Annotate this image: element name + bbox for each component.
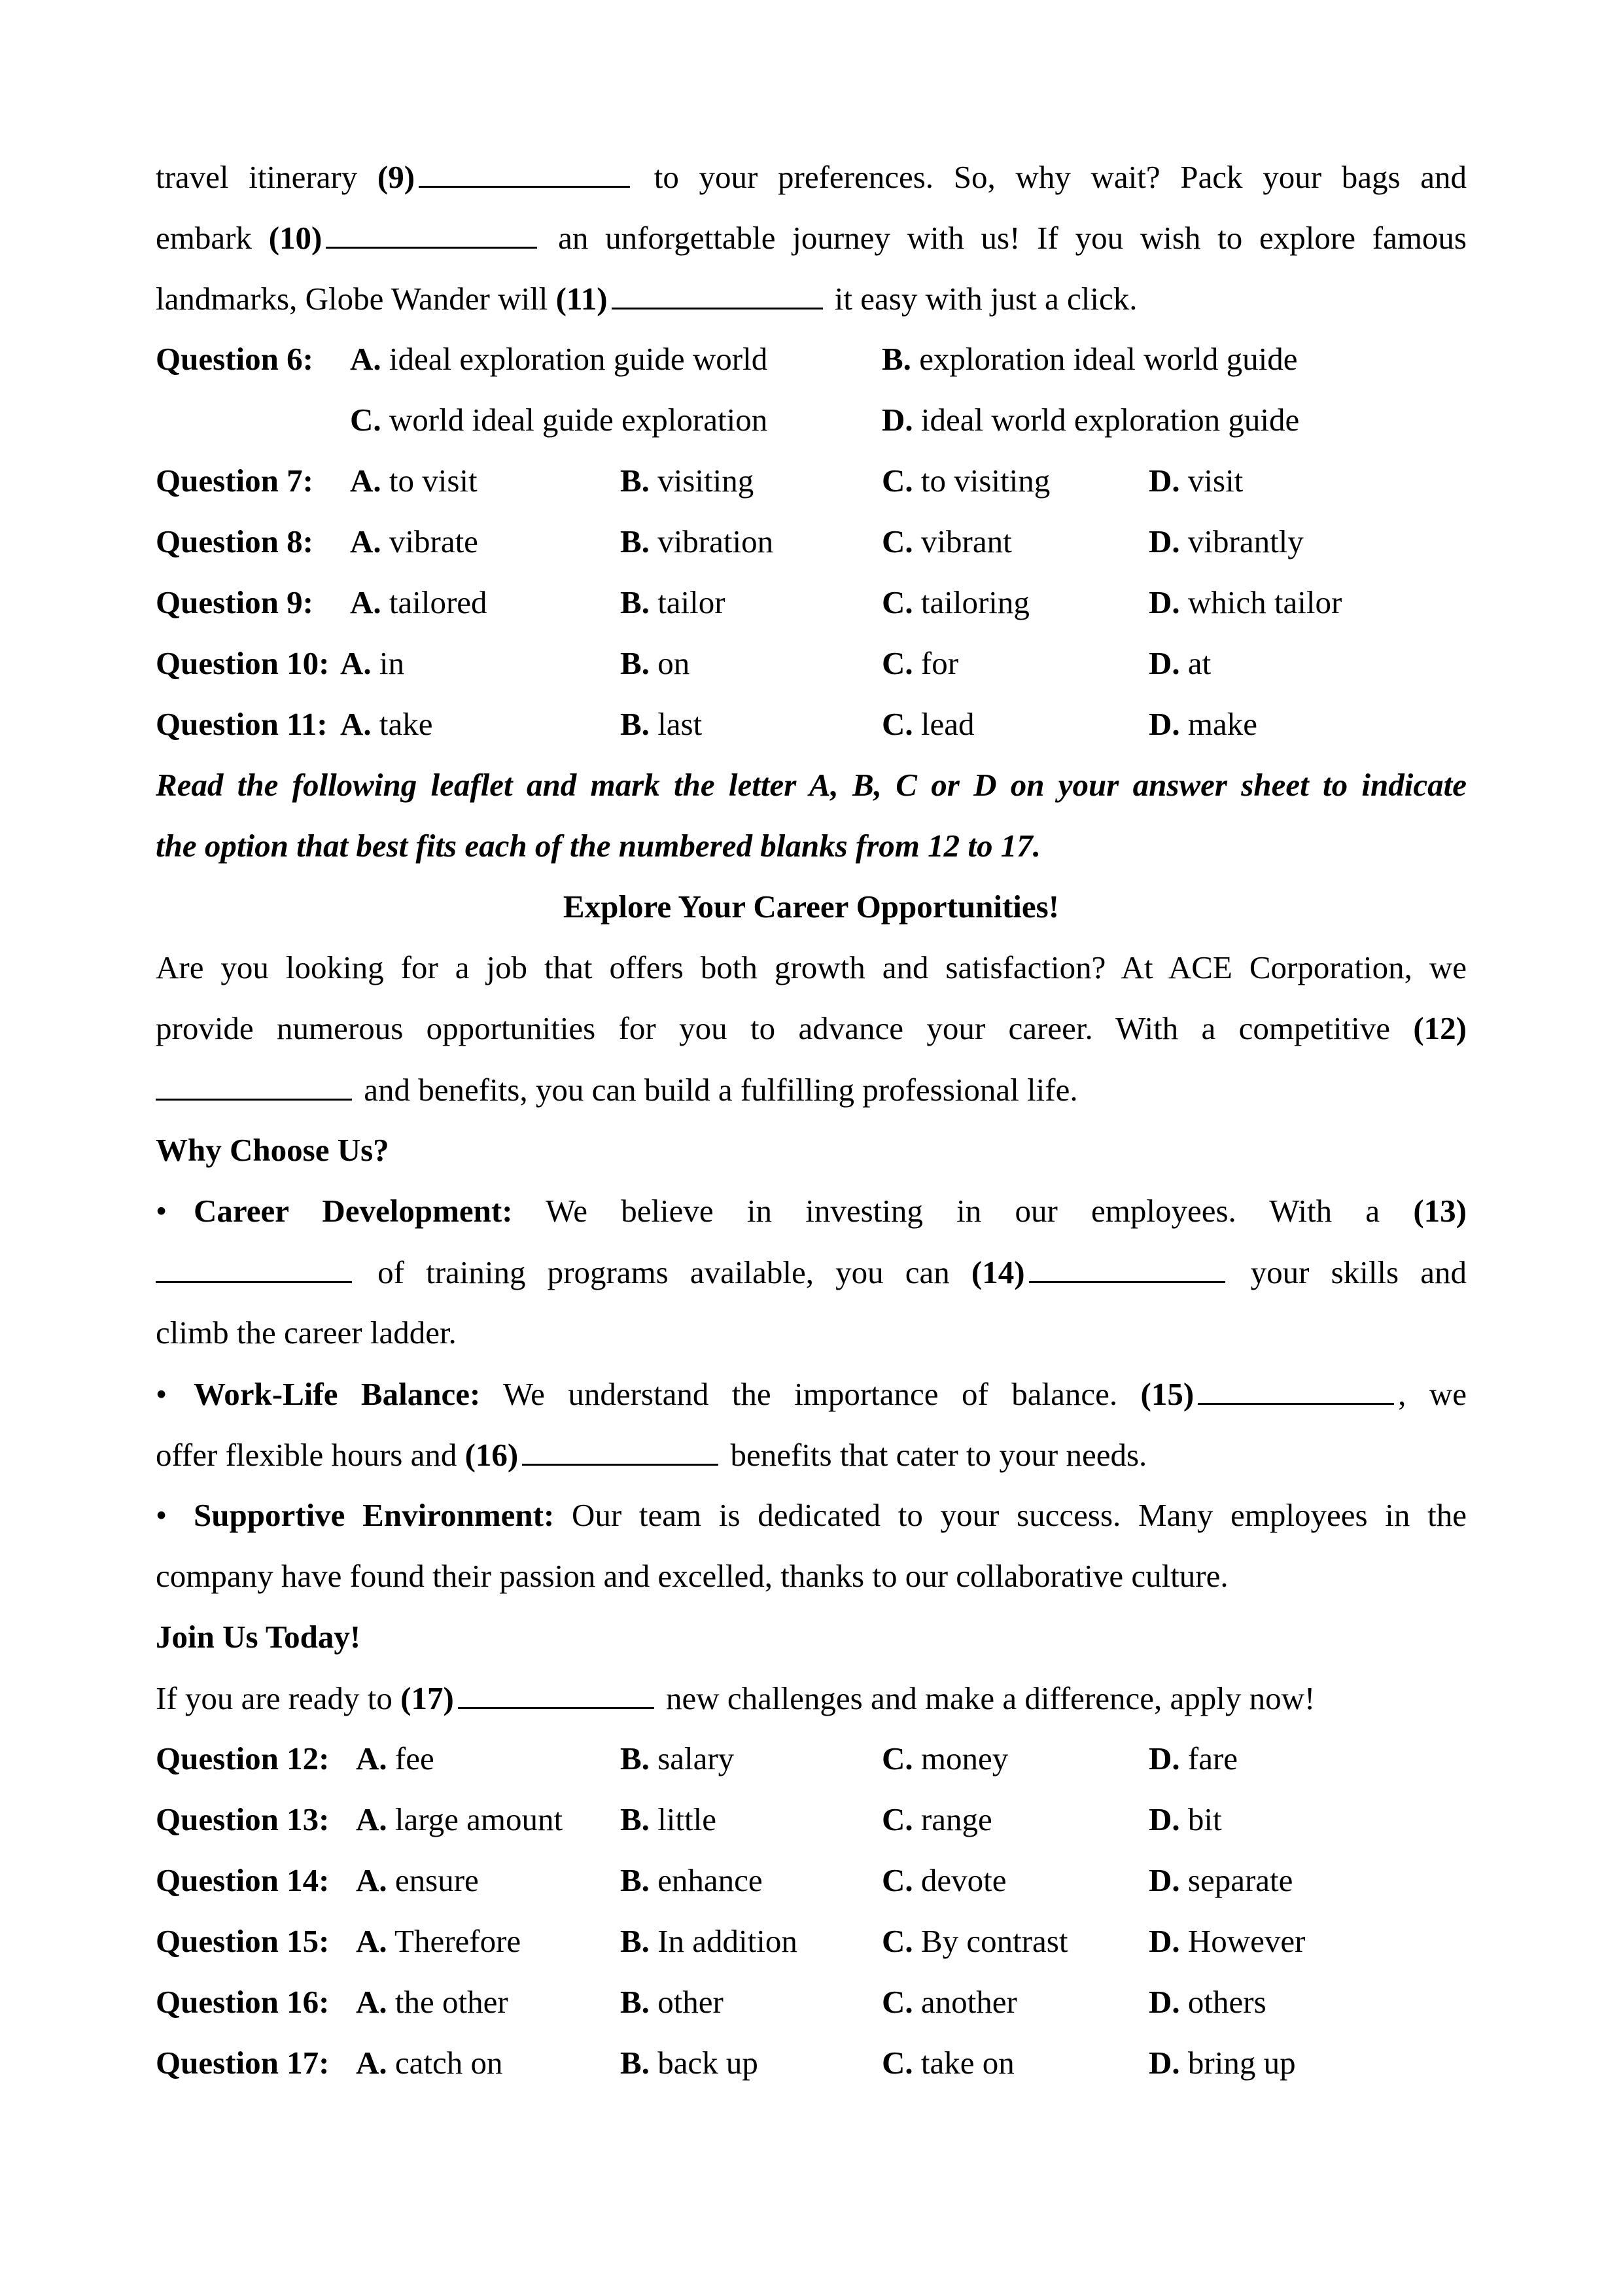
option-b: B. In addition	[620, 1923, 797, 1959]
leaflet-intro-line-2: provide numerous opportunities for you to advance your career. With a competitive (12)	[156, 1010, 1467, 1046]
option-a: A. the other	[356, 1984, 508, 2020]
passage-text: landmarks, Globe Wander will	[156, 281, 556, 317]
passage-line-2	[156, 218, 1467, 258]
question-label: Question 16:	[156, 1984, 330, 2020]
option-a: A. Therefore	[356, 1923, 521, 1959]
option-c: C. range	[882, 1801, 992, 1837]
question-9	[156, 583, 1467, 622]
why-choose-us-heading: Why Choose Us?	[156, 1132, 389, 1168]
option-b: B. tailor	[620, 584, 725, 620]
option-d: D. vibrantly	[1149, 523, 1304, 559]
option-a: A. large amount	[356, 1801, 563, 1837]
answer-blank-10	[326, 218, 537, 249]
passage-line-3	[156, 279, 1467, 319]
option-a: A. ensure	[356, 1862, 479, 1898]
bullet-support-line-1: • Supportive Environment: Our team is dedicated to your success. Many employees in the	[156, 1496, 1467, 1535]
option-c: C. world ideal guide exploration	[350, 402, 768, 438]
option-c: C. lead	[882, 706, 975, 742]
option-c: C. for	[882, 645, 959, 681]
option-b: B. exploration ideal world guide	[882, 341, 1298, 377]
option-d: D. make	[1149, 706, 1258, 742]
blank-number-10: (10)	[268, 220, 323, 256]
answer-blank-17	[458, 1678, 654, 1709]
option-b: B. enhance	[620, 1862, 763, 1898]
blank-number-13: (13)	[1413, 1193, 1467, 1229]
question-10	[156, 644, 1467, 683]
option-c: C. By contrast	[882, 1923, 1068, 1959]
join-us-heading: Join Us Today!	[156, 1619, 361, 1655]
question-6-row-2	[156, 400, 1467, 440]
option-b: B. back up	[620, 2045, 758, 2081]
question-label: Question 11:	[156, 706, 328, 742]
question-7	[156, 461, 1467, 501]
blank-number-14: (14)	[971, 1254, 1025, 1290]
question-15	[156, 1922, 1467, 1961]
question-label: Question 12:	[156, 1740, 330, 1776]
option-b: B. vibration	[620, 523, 774, 559]
bullet-support-line-2: company have found their passion and excelled, thanks to our collaborative culture.	[156, 1558, 1229, 1594]
option-a: A. to visit	[350, 463, 478, 499]
leaflet-title: Explore Your Career Opportunities!	[563, 889, 1060, 925]
passage-text: it easy with just a click.	[826, 281, 1138, 317]
answer-blank-9	[419, 157, 630, 188]
option-b: B. visiting	[620, 463, 754, 499]
bullet-career-line-3: climb the career ladder.	[156, 1315, 457, 1351]
question-label: Question 6:	[156, 341, 313, 377]
option-b: B. other	[620, 1984, 724, 2020]
option-a: A. tailored	[350, 584, 487, 620]
option-a: A. catch on	[356, 2045, 503, 2081]
answer-blank-15	[1198, 1374, 1394, 1405]
option-c: C. another	[882, 1984, 1017, 2020]
option-d: D. fare	[1149, 1740, 1238, 1776]
option-b: B. salary	[620, 1740, 735, 1776]
answer-blank-11	[612, 279, 823, 309]
bullet-icon: •	[156, 1193, 167, 1229]
bullet-wlb-line-2: offer flexible hours and (16) benefits that cater to your needs.	[156, 1435, 1467, 1475]
bullet-icon: •	[156, 1497, 167, 1533]
question-8	[156, 522, 1467, 561]
blank-number-16: (16)	[464, 1437, 519, 1473]
option-d: D. ideal world exploration guide	[882, 402, 1300, 438]
question-label: Question 9:	[156, 584, 313, 620]
bullet-wlb-line-1: • Work-Life Balance: We understand the importance of balance. (15) , we	[156, 1374, 1467, 1414]
instruction-line-1: Read the following leaflet and mark the letter A, B, C or D on your answer sheet to indicate	[156, 767, 1467, 803]
answer-blank-16	[522, 1435, 718, 1466]
option-c: C. devote	[882, 1862, 1007, 1898]
option-c: C. tailoring	[882, 584, 1030, 620]
question-13	[156, 1800, 1467, 1839]
option-c: C. money	[882, 1740, 1009, 1776]
option-b: B. on	[620, 645, 690, 681]
option-b: B. last	[620, 706, 703, 742]
option-d: D. visit	[1149, 463, 1244, 499]
blank-number-12: (12)	[1413, 1010, 1467, 1046]
question-label: Question 17:	[156, 2045, 330, 2081]
question-11	[156, 705, 1467, 744]
option-a: A. fee	[356, 1740, 434, 1776]
question-label: Question 13:	[156, 1801, 330, 1837]
question-14	[156, 1861, 1467, 1900]
bullet-career-line-1: • Career Development: We believe in investing in our employees. With a (13)	[156, 1192, 1467, 1231]
instruction-line-2: the option that best fits each of the numbered blanks from 12 to 17.	[156, 828, 1041, 864]
option-a: A. ideal exploration guide world	[350, 341, 768, 377]
passage-line-1	[156, 157, 1467, 197]
option-c: C. take on	[882, 2045, 1015, 2081]
question-label: Question 7:	[156, 463, 313, 499]
question-17	[156, 2043, 1467, 2083]
passage-text: to your preferences. So, why wait? Pack your bags and	[634, 159, 1467, 195]
passage-text: embark	[156, 220, 269, 256]
option-b: B. little	[620, 1801, 717, 1837]
question-12	[156, 1739, 1467, 1778]
question-label: Question 10:	[156, 645, 330, 681]
join-line: If you are ready to (17) new challenges and make a difference, apply now!	[156, 1678, 1467, 1718]
option-c: C. vibrant	[882, 523, 1012, 559]
question-label: Question 8:	[156, 523, 313, 559]
answer-blank-14	[1029, 1252, 1225, 1283]
leaflet-intro-line-3: and benefits, you can build a fulfilling professional life.	[156, 1070, 1467, 1110]
option-c: C. to visiting	[882, 463, 1051, 499]
option-a: A. in	[340, 645, 405, 681]
bullet-career-line-2: of training programs available, you can (14) your skills and	[156, 1252, 1467, 1292]
blank-number-15: (15)	[1140, 1376, 1195, 1412]
answer-blank-12	[156, 1070, 352, 1101]
option-d: D. bit	[1149, 1801, 1222, 1837]
blank-number-9: (9)	[377, 159, 415, 195]
bullet-icon: •	[156, 1376, 167, 1412]
question-6	[156, 340, 1467, 379]
answer-blank-13	[156, 1252, 352, 1283]
option-d: D. at	[1149, 645, 1212, 681]
question-label: Question 15:	[156, 1923, 330, 1959]
blank-number-17: (17)	[400, 1680, 454, 1716]
option-a: A. vibrate	[350, 523, 478, 559]
question-16	[156, 1983, 1467, 2022]
option-d: D. bring up	[1149, 2045, 1296, 2081]
question-label: Question 14:	[156, 1862, 330, 1898]
blank-number-11: (11)	[555, 281, 608, 317]
passage-text: an unforgettable journey with us! If you wish to explore famous	[541, 220, 1467, 256]
leaflet-intro-line-1: Are you looking for a job that offers both growth and satisfaction? At ACE Corporation, we	[156, 949, 1467, 985]
option-a: A. take	[340, 706, 433, 742]
option-d: D. others	[1149, 1984, 1266, 2020]
passage-text: travel itinerary	[156, 159, 377, 195]
option-d: D. which tailor	[1149, 584, 1342, 620]
option-d: D. However	[1149, 1923, 1306, 1959]
option-d: D. separate	[1149, 1862, 1293, 1898]
